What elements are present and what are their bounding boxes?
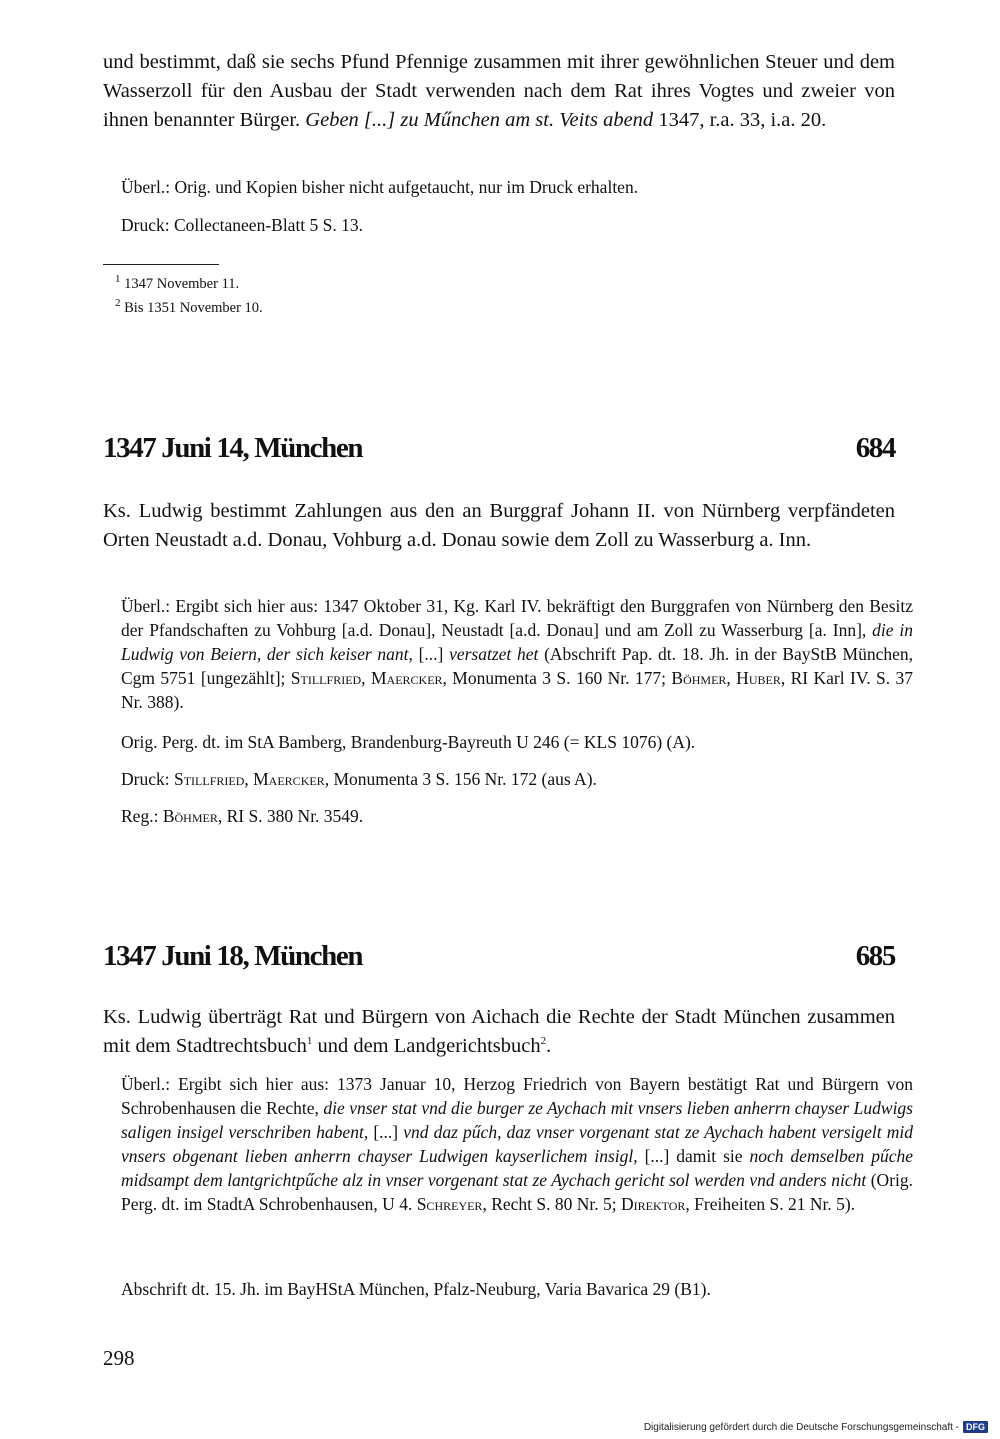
author-name: Direktor — [621, 1194, 686, 1214]
doc-684-number: 684 — [855, 432, 895, 464]
intro-uberl-text: Überl.: Orig. und Kopien bisher nicht aufgetaucht, nur im Druck erhalten. — [121, 177, 639, 197]
uberl-text: Überl.: Ergibt sich hier aus: 1373 Januar 10, Herzog Friedrich von Bayern bestätigt Rat und Bürgern von Schrobenhausen die Rechte, — [121, 1074, 913, 1118]
doc-685-abschrift — [103, 1277, 913, 1301]
doc-684-orig-text: Orig. Perg. dt. im StA Bamberg, Brandenburg-Bayreuth U 246 (= KLS 1076) (A). — [121, 732, 696, 752]
author-name: Schreyer — [416, 1194, 483, 1214]
doc-684-summary-text: Ks. Ludwig bestimmt Zahlungen aus den an Burggraf Johann II. von Nürnberg verpfändeten Orten Neustadt a.d. Donau, Vohburg a.d. Donau sowie dem Zoll zu Wasserburg a. Inn. — [103, 500, 895, 551]
footnote-ref: 1 — [306, 1035, 313, 1048]
reg-label: Reg.: — [121, 806, 163, 826]
doc-685-number: 685 — [855, 940, 895, 972]
uberl-text: [...] damit sie — [637, 1146, 750, 1166]
uberl-quote: vnd daz pűch, daz vnser vorgenant stat ze Aychach habent versigelt mid vnsers obgenant lieben anherrn chayser Ludwigen kayserlichem insigl, — [121, 1122, 913, 1166]
doc-685-date-place: 1347 Juni 18, München — [103, 940, 363, 972]
author-name: Böhmer, Huber — [671, 668, 781, 688]
intro-text: und bestimmt, daß sie sechs Pfund Pfennige zusammen mit ihrer gewöhnlichen Steuer und dem Wasserzoll für den Ausbau der Stadt verwenden nach dem Rat ihres Vogtes und zweier von ihnen benannter Bürger. — [103, 51, 895, 131]
doc-685-abschrift-text: Abschrift dt. 15. Jh. im BayHStA München, Pfalz-Neuburg, Varia Bavarica 29 (B1). — [121, 1279, 711, 1299]
uberl-text: , RI Karl IV. S. 37 Nr. 388). — [121, 668, 914, 712]
intro-italic-quote: Geben [...] zu Műnchen am st. Veits abend — [305, 109, 654, 131]
footnote-marker: 2 — [115, 297, 121, 310]
footnote-divider — [103, 264, 219, 265]
doc-684-reg — [103, 804, 913, 828]
uberl-text: (Orig. Perg. dt. im StadtA Schrobenhausen, U 4. — [121, 1170, 914, 1214]
summary-text: Ks. Ludwig überträgt Rat und Bürgern von Aichach die Rechte der Stadt München zusammen mit dem Stadtrechtsbuch — [103, 1006, 895, 1057]
summary-text: . — [546, 1035, 552, 1057]
summary-text: und dem Landgerichtsbuch — [312, 1035, 541, 1057]
dfg-notice-text: Digitalisierung gefördert durch die Deutsche Forschungsgemeinschaft - — [643, 1421, 959, 1433]
intro-uberl — [103, 175, 913, 199]
uberl-text: [...] — [412, 644, 450, 664]
uberl-text: Überl.: Ergibt sich hier aus: 1347 Oktober 31, Kg. Karl IV. bekräftigt den Burggrafen von Nürnberg den Besitz der Pfandschaften zu Vohburg [a.d. Donau], Neustadt [a.d. Donau] und am Zoll zu Wasserburg [a. Inn], — [121, 596, 913, 640]
author-name: Böhmer — [162, 806, 218, 826]
dfg-logo: DFG — [963, 1421, 988, 1433]
uberl-quote: die in Ludwig von Beiern, der sich keiser nant, — [121, 620, 913, 664]
doc-684-date-place: 1347 Juni 14, München — [103, 432, 363, 464]
doc-684-druck — [103, 767, 913, 791]
doc-684-heading — [103, 432, 895, 472]
druck-label: Druck: — [121, 769, 174, 789]
uberl-text: [...] — [368, 1122, 404, 1142]
uberl-text: , Recht S. 80 Nr. 5; — [482, 1194, 621, 1214]
dfg-notice — [644, 1421, 988, 1433]
uberl-quote: die vnser stat vnd die burger ze Aychach mit vnsers lieben anherrn chayser Ludwigs saligen insigel verschriben habent, — [121, 1098, 913, 1142]
doc-685-summary — [103, 1003, 895, 1061]
page-number: 298 — [103, 1346, 135, 1370]
intro-date: 1347, r.a. 33, i.a. 20. — [653, 109, 827, 131]
footnote-ref: 2 — [540, 1035, 547, 1048]
uberl-quote: versatzet het — [449, 644, 539, 664]
reg-text: , RI S. 380 Nr. 3549. — [217, 806, 364, 826]
intro-druck-text: Druck: Collectaneen-Blatt 5 S. 13. — [121, 215, 364, 235]
author-name: Stillfried, Maercker — [173, 769, 325, 789]
doc-684-summary — [103, 497, 895, 555]
doc-684-orig — [103, 730, 913, 754]
doc-685-uberl — [103, 1072, 913, 1216]
footnote-text: Bis 1351 November 10. — [120, 300, 263, 316]
doc-685-heading — [103, 940, 895, 980]
author-name: Stillfried, Maercker — [290, 668, 443, 688]
uberl-text: (Abschrift Pap. dt. 18. Jh. in der BayStB München, Cgm 5751 [ungezählt]; — [121, 644, 913, 688]
footnote-2 — [115, 297, 907, 319]
uberl-quote: noch demselben pűche midsampt dem lantgrichtpűche alz in vnser vorgenant stat ze Aychach gericht sol werden vnd anders nicht — [121, 1146, 914, 1190]
footnote-marker: 1 — [115, 273, 121, 286]
uberl-text: , Monumenta 3 S. 160 Nr. 177; — [442, 668, 672, 688]
uberl-text: , Freiheiten S. 21 Nr. 5). — [685, 1194, 856, 1214]
druck-text: , Monumenta 3 S. 156 Nr. 172 (aus A). — [324, 769, 597, 789]
footnote-text: 1347 November 11. — [120, 276, 240, 292]
doc-684-uberl — [103, 594, 913, 714]
intro-paragraph — [103, 48, 895, 135]
intro-druck — [103, 213, 913, 237]
footnote-1 — [115, 273, 907, 295]
